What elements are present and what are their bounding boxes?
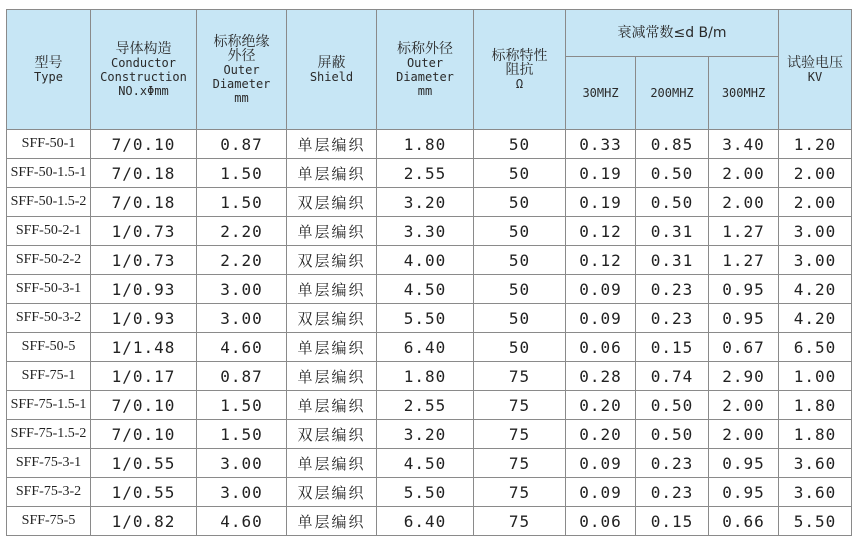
cell-type: SFF-50-1.5-2 (7, 188, 91, 217)
header-300mhz: 300MHZ (709, 57, 779, 130)
header-30mhz: 30MHZ (566, 57, 636, 130)
header-conductor: 导体构造 Conductor Construction NO.xΦmm (91, 10, 197, 130)
cable-spec-table (6, 9, 852, 536)
cell-impedance: 50 (474, 275, 566, 304)
cell-insulation: 4.60 (197, 507, 287, 536)
cell-attenuation-300mhz: 1.27 (709, 217, 779, 246)
table-row (7, 188, 852, 217)
cell-type: SFF-50-5 (7, 333, 91, 362)
header-shield: 屏蔽 Shield (287, 10, 377, 130)
cell-shield: 单层编织 (287, 130, 377, 159)
cell-test-voltage: 4.20 (779, 304, 852, 333)
cell-test-voltage: 6.50 (779, 333, 852, 362)
cell-outer-diameter: 5.50 (377, 304, 474, 333)
cell-conductor: 1/0.73 (91, 217, 197, 246)
cell-attenuation-200mhz: 0.50 (636, 159, 709, 188)
cell-shield: 双层编织 (287, 188, 377, 217)
cell-conductor: 1/1.48 (91, 333, 197, 362)
cell-outer-diameter: 4.50 (377, 449, 474, 478)
cell-impedance: 50 (474, 304, 566, 333)
table-row (7, 304, 852, 333)
spec-table-container (6, 9, 852, 536)
cell-attenuation-200mhz: 0.23 (636, 449, 709, 478)
cell-attenuation-200mhz: 0.23 (636, 478, 709, 507)
cell-test-voltage: 2.00 (779, 159, 852, 188)
cell-attenuation-200mhz: 0.50 (636, 420, 709, 449)
table-body (7, 130, 852, 536)
cell-attenuation-200mhz: 0.15 (636, 333, 709, 362)
cell-test-voltage: 3.00 (779, 246, 852, 275)
header-outer-diameter: 标称外径 Outer Diameter mm (377, 10, 474, 130)
cell-attenuation-200mhz: 0.23 (636, 304, 709, 333)
cell-insulation: 4.60 (197, 333, 287, 362)
cell-attenuation-30mhz: 0.20 (566, 391, 636, 420)
cell-conductor: 1/0.82 (91, 507, 197, 536)
cell-conductor: 1/0.55 (91, 449, 197, 478)
cell-insulation: 1.50 (197, 159, 287, 188)
cell-attenuation-30mhz: 0.12 (566, 217, 636, 246)
cell-insulation: 3.00 (197, 304, 287, 333)
cell-conductor: 7/0.18 (91, 159, 197, 188)
table-row (7, 130, 852, 159)
table-row (7, 217, 852, 246)
cell-type: SFF-75-3-1 (7, 449, 91, 478)
cell-attenuation-200mhz: 0.50 (636, 391, 709, 420)
cell-test-voltage: 1.20 (779, 130, 852, 159)
cell-attenuation-300mhz: 0.95 (709, 478, 779, 507)
cell-attenuation-200mhz: 0.31 (636, 246, 709, 275)
cell-attenuation-30mhz: 0.19 (566, 159, 636, 188)
cell-shield: 双层编织 (287, 478, 377, 507)
cell-impedance: 50 (474, 130, 566, 159)
cell-type: SFF-75-1.5-1 (7, 391, 91, 420)
cell-impedance: 75 (474, 391, 566, 420)
cell-attenuation-300mhz: 1.27 (709, 246, 779, 275)
table-row (7, 420, 852, 449)
cell-attenuation-300mhz: 3.40 (709, 130, 779, 159)
cell-attenuation-200mhz: 0.50 (636, 188, 709, 217)
cell-test-voltage: 1.80 (779, 420, 852, 449)
cell-attenuation-200mhz: 0.15 (636, 507, 709, 536)
cell-type: SFF-50-2-2 (7, 246, 91, 275)
cell-outer-diameter: 5.50 (377, 478, 474, 507)
cell-conductor: 7/0.10 (91, 391, 197, 420)
cell-shield: 双层编织 (287, 420, 377, 449)
cell-shield: 单层编织 (287, 507, 377, 536)
header-test-voltage: 试验电压 KV (779, 10, 852, 130)
cell-type: SFF-50-1.5-1 (7, 159, 91, 188)
cell-insulation: 1.50 (197, 391, 287, 420)
cell-insulation: 1.50 (197, 420, 287, 449)
cell-test-voltage: 3.60 (779, 478, 852, 507)
table-row (7, 362, 852, 391)
cell-conductor: 7/0.10 (91, 130, 197, 159)
cell-conductor: 7/0.18 (91, 188, 197, 217)
cell-attenuation-30mhz: 0.12 (566, 246, 636, 275)
cell-attenuation-30mhz: 0.09 (566, 449, 636, 478)
cell-outer-diameter: 2.55 (377, 159, 474, 188)
cell-impedance: 50 (474, 159, 566, 188)
cell-attenuation-300mhz: 2.00 (709, 188, 779, 217)
cell-type: SFF-75-3-2 (7, 478, 91, 507)
cell-conductor: 1/0.93 (91, 304, 197, 333)
cell-impedance: 50 (474, 188, 566, 217)
table-row (7, 478, 852, 507)
cell-type: SFF-50-2-1 (7, 217, 91, 246)
table-row (7, 449, 852, 478)
cell-attenuation-300mhz: 0.95 (709, 275, 779, 304)
cell-shield: 单层编织 (287, 449, 377, 478)
header-type: 型号 Type (7, 10, 91, 130)
cell-attenuation-300mhz: 2.00 (709, 420, 779, 449)
table-row (7, 246, 852, 275)
cell-insulation: 2.20 (197, 246, 287, 275)
cell-test-voltage: 2.00 (779, 188, 852, 217)
cell-shield: 单层编织 (287, 333, 377, 362)
cell-outer-diameter: 4.00 (377, 246, 474, 275)
header-attenuation: 衰减常数≤d B/m (566, 10, 779, 57)
table-row (7, 333, 852, 362)
cell-insulation: 3.00 (197, 478, 287, 507)
cell-conductor: 1/0.93 (91, 275, 197, 304)
table-row (7, 159, 852, 188)
cell-conductor: 7/0.10 (91, 420, 197, 449)
table-row (7, 507, 852, 536)
cell-type: SFF-75-1.5-2 (7, 420, 91, 449)
cell-test-voltage: 5.50 (779, 507, 852, 536)
cell-attenuation-30mhz: 0.09 (566, 304, 636, 333)
header-200mhz: 200MHZ (636, 57, 709, 130)
cell-conductor: 1/0.55 (91, 478, 197, 507)
header-impedance: 标称特性 阻抗 Ω (474, 10, 566, 130)
cell-attenuation-30mhz: 0.20 (566, 420, 636, 449)
cell-attenuation-30mhz: 0.09 (566, 275, 636, 304)
cell-attenuation-200mhz: 0.23 (636, 275, 709, 304)
table-header (7, 10, 852, 130)
cell-test-voltage: 4.20 (779, 275, 852, 304)
cell-shield: 单层编织 (287, 391, 377, 420)
cell-type: SFF-50-3-2 (7, 304, 91, 333)
cell-attenuation-30mhz: 0.06 (566, 507, 636, 536)
cell-type: SFF-75-1 (7, 362, 91, 391)
cell-conductor: 1/0.73 (91, 246, 197, 275)
cell-outer-diameter: 6.40 (377, 333, 474, 362)
cell-type: SFF-50-3-1 (7, 275, 91, 304)
cell-attenuation-200mhz: 0.74 (636, 362, 709, 391)
cell-test-voltage: 3.00 (779, 217, 852, 246)
cell-test-voltage: 3.60 (779, 449, 852, 478)
header-insulation-diameter: 标称绝缘 外径 Outer Diameter mm (197, 10, 287, 130)
cell-test-voltage: 1.00 (779, 362, 852, 391)
cell-type: SFF-50-1 (7, 130, 91, 159)
cell-attenuation-30mhz: 0.06 (566, 333, 636, 362)
cell-attenuation-200mhz: 0.85 (636, 130, 709, 159)
cell-test-voltage: 1.80 (779, 391, 852, 420)
cell-impedance: 75 (474, 362, 566, 391)
cell-impedance: 50 (474, 246, 566, 275)
cell-attenuation-300mhz: 2.00 (709, 159, 779, 188)
table-row (7, 275, 852, 304)
cell-outer-diameter: 3.20 (377, 188, 474, 217)
cell-outer-diameter: 1.80 (377, 362, 474, 391)
cell-insulation: 3.00 (197, 449, 287, 478)
cell-conductor: 1/0.17 (91, 362, 197, 391)
cell-insulation: 2.20 (197, 217, 287, 246)
cell-insulation: 3.00 (197, 275, 287, 304)
cell-type: SFF-75-5 (7, 507, 91, 536)
cell-outer-diameter: 1.80 (377, 130, 474, 159)
cell-shield: 单层编织 (287, 217, 377, 246)
cell-attenuation-300mhz: 2.90 (709, 362, 779, 391)
cell-insulation: 1.50 (197, 188, 287, 217)
cell-outer-diameter: 3.20 (377, 420, 474, 449)
cell-impedance: 50 (474, 217, 566, 246)
cell-attenuation-300mhz: 2.00 (709, 391, 779, 420)
table-row (7, 391, 852, 420)
cell-outer-diameter: 2.55 (377, 391, 474, 420)
cell-attenuation-30mhz: 0.19 (566, 188, 636, 217)
cell-outer-diameter: 3.30 (377, 217, 474, 246)
cell-attenuation-30mhz: 0.28 (566, 362, 636, 391)
cell-attenuation-300mhz: 0.95 (709, 449, 779, 478)
cell-impedance: 75 (474, 449, 566, 478)
cell-shield: 单层编织 (287, 275, 377, 304)
cell-impedance: 75 (474, 420, 566, 449)
cell-outer-diameter: 4.50 (377, 275, 474, 304)
cell-attenuation-30mhz: 0.33 (566, 130, 636, 159)
cell-shield: 单层编织 (287, 362, 377, 391)
cell-impedance: 50 (474, 333, 566, 362)
cell-attenuation-300mhz: 0.66 (709, 507, 779, 536)
cell-attenuation-200mhz: 0.31 (636, 217, 709, 246)
cell-attenuation-300mhz: 0.95 (709, 304, 779, 333)
cell-shield: 双层编织 (287, 246, 377, 275)
cell-impedance: 75 (474, 507, 566, 536)
cell-attenuation-300mhz: 0.67 (709, 333, 779, 362)
cell-outer-diameter: 6.40 (377, 507, 474, 536)
cell-impedance: 75 (474, 478, 566, 507)
cell-attenuation-30mhz: 0.09 (566, 478, 636, 507)
cell-shield: 双层编织 (287, 304, 377, 333)
cell-insulation: 0.87 (197, 130, 287, 159)
cell-shield: 单层编织 (287, 159, 377, 188)
cell-insulation: 0.87 (197, 362, 287, 391)
